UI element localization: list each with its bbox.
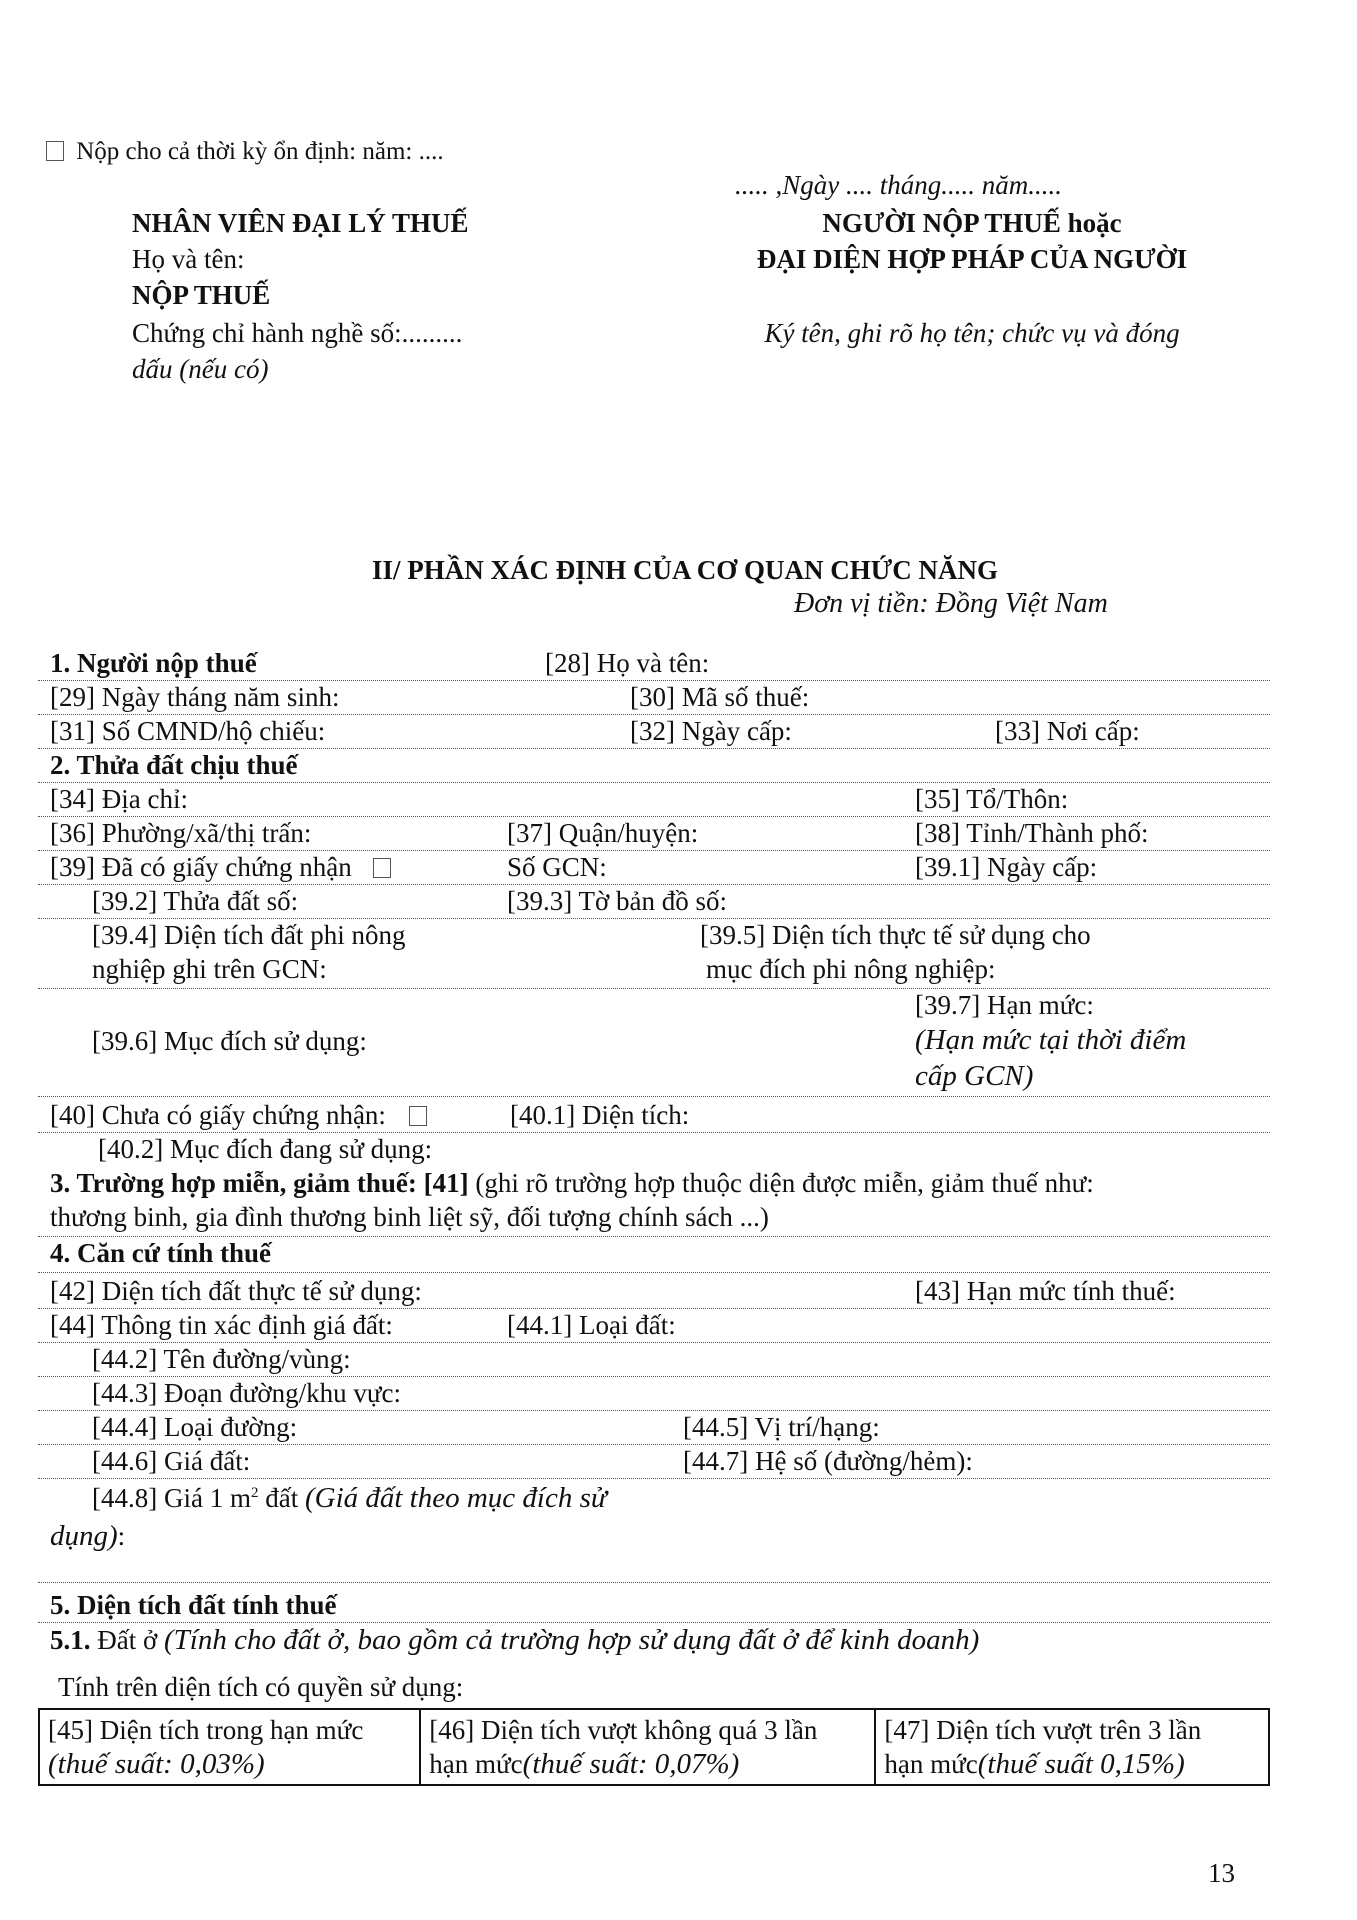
divider (38, 1272, 1270, 1273)
field-32: [32] Ngày cấp: (630, 716, 792, 746)
taxpayer-title: NGƯỜI NỘP THUẾ hoặc (822, 208, 1122, 238)
field-44-8 (92, 1482, 607, 1515)
divider (38, 714, 1270, 715)
field-40 (50, 1100, 427, 1131)
area-note: Tính trên diện tích có quyền sử dụng: (58, 1672, 464, 1702)
divider (38, 988, 1270, 989)
field-39-1: [39.1] Ngày cấp: (915, 852, 1098, 882)
section-title: II/ PHẦN XÁC ĐỊNH CỦA CƠ QUAN CHỨC NĂNG (372, 555, 998, 585)
part5-1-note: (Tính cho đất ở, bao gồm cả trường hợp sử dụng đất ở để kinh doanh) (164, 1624, 980, 1656)
divider (38, 1582, 1270, 1583)
field-34: [34] Địa chỉ: (50, 784, 188, 814)
field-39-7-note1: (Hạn mức tại thời điểm (915, 1024, 1187, 1056)
divider (38, 1444, 1270, 1445)
divider (38, 918, 1270, 919)
divider (38, 1622, 1270, 1623)
field-36: [36] Phường/xã/thị trấn: (50, 818, 312, 848)
part5-1-label: Đất ở (90, 1625, 165, 1655)
table-row (39, 1709, 1269, 1785)
field-44: [44] Thông tin xác định giá đất: (50, 1310, 393, 1340)
field-44-7: [44.7] Hệ số (đường/hẻm): (683, 1446, 973, 1476)
field-39 (50, 852, 391, 883)
field-39-4-line1: [39.4] Diện tích đất phi nông (92, 920, 406, 950)
field-44-3: [44.3] Đoạn đường/khu vực: (92, 1378, 401, 1408)
field-30: [30] Mã số thuế: (630, 682, 810, 712)
cell-45-line1: [45] Diện tích trong hạn mức (48, 1715, 364, 1745)
divider (38, 782, 1270, 783)
field-39-6: [39.6] Mục đích sử dụng: (92, 1026, 367, 1056)
divider (38, 1376, 1270, 1377)
part3-heading: 3. Trường hợp miễn, giảm thuế: [41] (50, 1168, 469, 1198)
cell-47-line1: [47] Diện tích vượt trên 3 lần (884, 1715, 1202, 1745)
part5-1-line (50, 1624, 979, 1657)
field-44-8-note2: dụng) (50, 1520, 118, 1552)
seal-note: dấu (nếu có) (132, 354, 269, 384)
divider (38, 1236, 1270, 1237)
cell-47-rate: (thuế suất 0,15%) (977, 1747, 1185, 1780)
divider (38, 1308, 1270, 1309)
divider (38, 1096, 1270, 1097)
part5-1-number: 5.1. (50, 1625, 91, 1655)
field-44-8-cont (50, 1520, 125, 1553)
field-39-7-note2: cấp GCN) (915, 1060, 1034, 1092)
part2-heading: 2. Thửa đất chịu thuế (50, 750, 298, 780)
divider (38, 1132, 1270, 1133)
divider (38, 850, 1270, 851)
certificate-number: Số GCN: (507, 852, 607, 882)
divider (38, 816, 1270, 817)
field-33: [33] Nơi cấp: (995, 716, 1140, 746)
field-40-1: [40.1] Diện tích: (510, 1100, 690, 1130)
has-certificate-checkbox[interactable] (373, 858, 391, 878)
date-line: ..... ,Ngày .... tháng..... năm..... (735, 170, 1062, 200)
agent-name-label: Họ và tên: (132, 244, 245, 274)
cell-46-line1: [46] Diện tích vượt không quá 3 lần (429, 1715, 818, 1745)
field-44-8-label: [44.8] Giá 1 m (92, 1483, 251, 1513)
payment-period-label: Nộp cho cả thời kỳ ổn định: năm: .... (76, 138, 444, 165)
cell-47-line2 (884, 1747, 1260, 1782)
field-40-label: [40] Chưa có giấy chứng nhận: (50, 1100, 386, 1130)
part5-heading: 5. Diện tích đất tính thuế (50, 1590, 337, 1620)
field-44-6: [44.6] Giá đất: (92, 1446, 251, 1476)
part3-text1: (ghi rõ trường hợp thuộc diện được miễn, giảm thuế như: (468, 1168, 1094, 1198)
field-29: [29] Ngày tháng năm sinh: (50, 682, 340, 712)
field-38: [38] Tỉnh/Thành phố: (915, 818, 1149, 848)
cell-47-line2-plain: hạn mức (884, 1748, 978, 1779)
part4-heading: 4. Căn cứ tính thuế (50, 1238, 271, 1268)
tax-area-table (38, 1708, 1270, 1786)
divider (38, 1410, 1270, 1411)
divider (38, 1478, 1270, 1479)
currency-unit: Đơn vị tiền: Đồng Việt Nam (794, 588, 1108, 619)
cell-46-line2-plain: hạn mức (429, 1748, 523, 1779)
field-39-3: [39.3] Tờ bản đồ số: (507, 886, 728, 916)
agent-title-2: NỘP THUẾ (132, 280, 271, 310)
agent-title: NHÂN VIÊN ĐẠI LÝ THUẾ (132, 208, 469, 238)
taxpayer-title-2: ĐẠI DIỆN HỢP PHÁP CỦA NGƯỜI (756, 244, 1188, 274)
part3-text2: thương binh, gia đình thương binh liệt sỹ, đối tượng chính sách ...) (50, 1202, 769, 1232)
divider (38, 748, 1270, 749)
divider (38, 884, 1270, 885)
field-44-8-colon: : (117, 1521, 126, 1551)
field-44-5: [44.5] Vị trí/hạng: (683, 1412, 880, 1442)
table-cell-45 (39, 1709, 420, 1785)
field-37: [37] Quận/huyện: (507, 818, 699, 848)
field-39-5-line1: [39.5] Diện tích thực tế sử dụng cho (700, 920, 1091, 950)
field-39-2: [39.2] Thửa đất số: (92, 886, 299, 916)
checkbox[interactable] (46, 141, 64, 161)
agent-cert-label: Chứng chỉ hành nghề số:......... (132, 318, 463, 348)
field-39-7: [39.7] Hạn mức: (915, 990, 1094, 1020)
superscript-2: 2 (250, 1485, 259, 1501)
cell-45-rate: (thuế suất: 0,03%) (48, 1747, 265, 1780)
payment-period-option (46, 138, 444, 167)
field-28: [28] Họ và tên: (545, 648, 710, 678)
page-number: 13 (1208, 1858, 1235, 1888)
field-40-2: [40.2] Mục đích đang sử dụng: (98, 1134, 433, 1164)
field-44-8-note1: (Giá đất theo mục đích sử (304, 1482, 607, 1514)
field-44-8-mid: đất (258, 1483, 305, 1513)
field-44-1: [44.1] Loại đất: (507, 1310, 676, 1340)
part3-line1 (50, 1168, 1094, 1199)
signature-note: Ký tên, ghi rõ họ tên; chức vụ và đóng (764, 318, 1180, 348)
divider (38, 1342, 1270, 1343)
field-44-4: [44.4] Loại đường: (92, 1412, 298, 1442)
field-39-4-line2: nghiệp ghi trên GCN: (92, 954, 327, 984)
divider (38, 680, 1270, 681)
field-42: [42] Diện tích đất thực tế sử dụng: (50, 1276, 422, 1306)
cell-46-line2 (429, 1747, 866, 1782)
no-certificate-checkbox[interactable] (409, 1106, 427, 1126)
field-43: [43] Hạn mức tính thuế: (915, 1276, 1176, 1306)
cell-46-rate: (thuế suất: 0,07%) (522, 1747, 740, 1780)
table-cell-46 (420, 1709, 875, 1785)
field-44-2: [44.2] Tên đường/vùng: (92, 1344, 351, 1374)
field-31: [31] Số CMND/hộ chiếu: (50, 716, 326, 746)
table-cell-47 (875, 1709, 1269, 1785)
part1-heading: 1. Người nộp thuế (50, 648, 257, 678)
field-35: [35] Tổ/Thôn: (915, 784, 1069, 814)
cell-45-line2 (48, 1747, 411, 1782)
field-39-label: [39] Đã có giấy chứng nhận (50, 852, 352, 882)
field-39-5-line2: mục đích phi nông nghiệp: (706, 954, 996, 984)
